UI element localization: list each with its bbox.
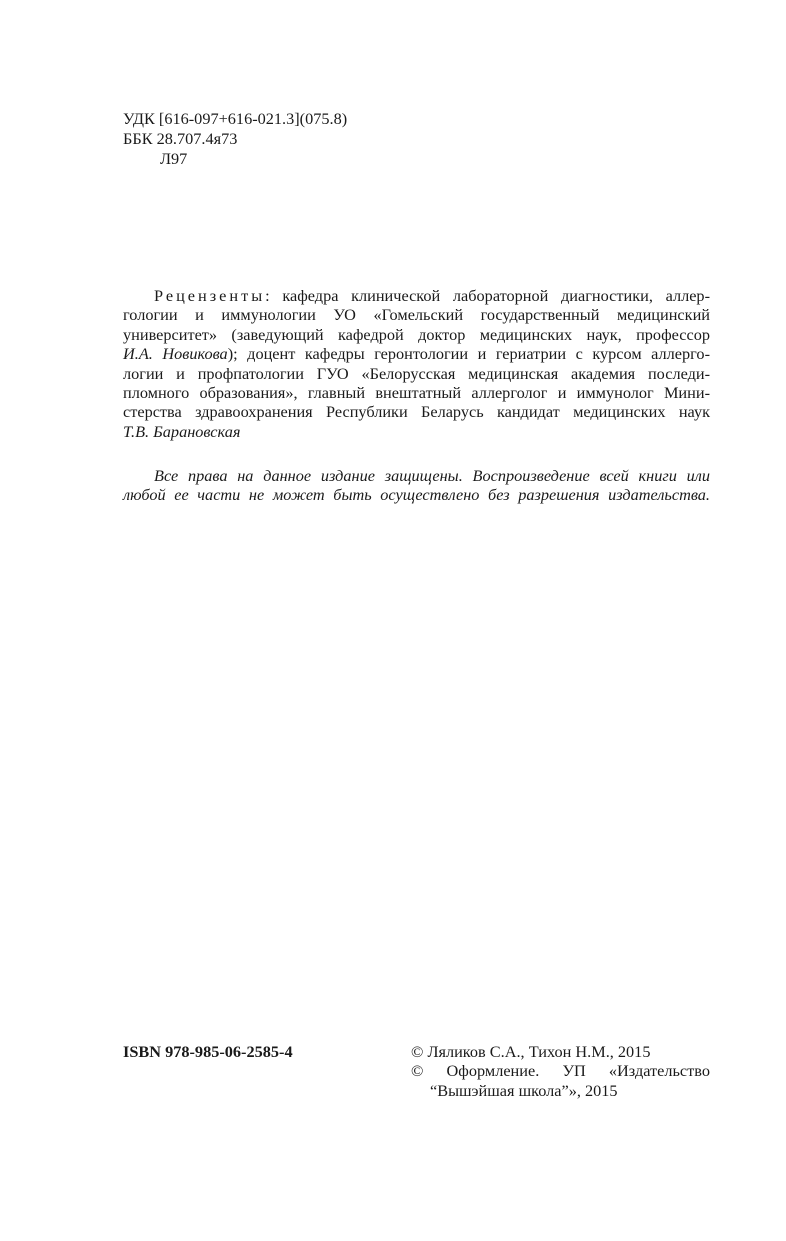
rights-line-1: Все права на данное издание защищены. Воспроизведение всей книги или xyxy=(154,466,710,485)
author-code: Л97 xyxy=(160,149,188,168)
reviewers-line-7: стерства здравоохранения Республики Беларусь кандидат медицинских наук xyxy=(123,402,710,422)
reviewers-line-5: логии и профпатологии ГУО «Белорусская медицинская академия последи- xyxy=(123,363,710,383)
reviewers-line-2: гологии и иммунологии УО «Гомельский государственный медицинский xyxy=(123,305,710,325)
reviewers-line-4-text: ); доцент кафедры геронтологии и гериатрии с курсом аллерго- xyxy=(227,344,710,364)
copyright-design-line-2: “Вышэйшая школа”», 2015 xyxy=(430,1081,618,1100)
rights-line-2: любой ее части не может быть осуществлено без разрешения издательства. xyxy=(123,485,710,505)
reviewers-line-1 xyxy=(123,286,710,305)
reviewers-label: Рецензенты xyxy=(154,286,266,305)
reviewers-paragraph xyxy=(123,286,710,441)
reviewers-line-6: пломного образования», главный внештатный аллерголог и иммунолог Мини- xyxy=(123,382,710,402)
reviewer-name-baranovskaya: Т.В. Барановская xyxy=(123,421,241,441)
bbk-code: ББК 28.707.4я73 xyxy=(123,129,238,148)
udk-code: УДК [616-097+616-021.3](075.8) xyxy=(123,109,348,128)
rights-notice xyxy=(123,466,710,505)
copyright-authors: © Ляликов С.А., Тихон Н.М., 2015 xyxy=(411,1042,651,1061)
reviewer-name-novikova: И.А. Новикова xyxy=(123,344,228,364)
copyright-design xyxy=(411,1061,710,1101)
copyright-design-line-1: © Оформление. УП «Издательство xyxy=(411,1061,710,1080)
isbn: ISBN 978-985-06-2585-4 xyxy=(123,1042,293,1061)
reviewers-line-1-text: : кафедра клинической лабораторной диагностики, аллер- xyxy=(265,286,710,305)
reviewers-line-3: университет» (заведующий кафедрой доктор медицинских наук, профессор xyxy=(123,324,710,344)
reviewers-line-4 xyxy=(123,344,710,363)
